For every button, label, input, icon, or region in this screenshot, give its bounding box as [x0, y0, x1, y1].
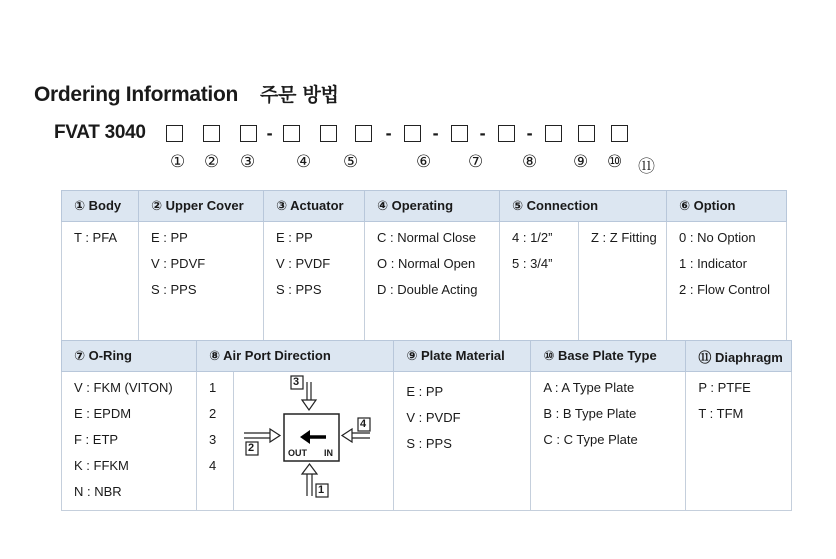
list-item: V : FKM (VITON): [74, 380, 173, 395]
code-box-12: [611, 125, 628, 142]
list-item: S : PPS: [276, 282, 322, 297]
position-number: ⑦: [468, 152, 484, 172]
list-item: S : PPS: [151, 282, 197, 297]
header-option: ⑥ Option: [667, 191, 787, 222]
position-number: ③: [240, 152, 256, 172]
list-item: 2: [209, 406, 217, 421]
page-title: [34, 80, 339, 107]
port-label-1: 1: [318, 484, 325, 496]
list-item: T : TFM: [698, 406, 744, 421]
list-item: Z : Z Fitting: [591, 230, 657, 245]
list-item: O : Normal Open: [377, 256, 476, 271]
header-connection: ⑤ Connection: [500, 191, 667, 222]
cell-upper-cover: [139, 222, 264, 355]
header-upper-cover: ② Upper Cover: [139, 191, 264, 222]
position-number: ④: [296, 152, 312, 172]
list-item: E : PP: [276, 230, 313, 245]
options-table-2: [61, 340, 792, 511]
port-label-3: 3: [293, 376, 300, 388]
list-item: E : EPDM: [74, 406, 132, 421]
code-dash: -: [266, 122, 273, 143]
code-box-1: [166, 125, 183, 142]
list-item: S : PPS: [406, 436, 452, 451]
in-label: IN: [324, 448, 333, 458]
code-dash: -: [479, 122, 486, 143]
options-table-1: [61, 190, 787, 355]
header-operating: ④ Operating: [365, 191, 500, 222]
list-item: D : Double Acting: [377, 282, 478, 297]
title-en: Ordering Information: [34, 83, 239, 106]
cell-connection: [500, 222, 667, 355]
cell-body: [62, 222, 139, 355]
cell-air-port-numbers: [197, 372, 234, 511]
model-code: FVAT 3040: [54, 122, 146, 143]
cell-oring: [62, 372, 197, 511]
list-item: 4: [209, 458, 217, 473]
code-box-8: [451, 125, 468, 142]
list-item: 5 : 3/4”: [512, 256, 553, 271]
header-actuator: ③ Actuator: [264, 191, 365, 222]
code-box-2: [203, 125, 220, 142]
list-item: 2 : Flow Control: [679, 282, 771, 297]
port-label-4: 4: [360, 418, 367, 430]
list-item: A : A Type Plate: [543, 380, 635, 395]
code-box-6: [355, 125, 372, 142]
order-code: [54, 120, 628, 146]
cell-diaphragm: [686, 372, 792, 511]
code-dash: -: [432, 122, 439, 143]
list-item: 1 : Indicator: [679, 256, 747, 271]
cell-base-plate: [531, 372, 686, 511]
position-number: ⑩: [607, 152, 623, 172]
cell-air-port-diagram: [234, 372, 394, 511]
list-item: T : PFA: [74, 230, 118, 245]
position-number: ②: [204, 152, 220, 172]
list-item: E : PP: [406, 384, 444, 399]
out-label: OUT: [288, 448, 307, 458]
port-label-2: 2: [248, 442, 255, 454]
position-number: ⑨: [573, 152, 589, 172]
header-diaphragm: ⑪ Diaphragm: [686, 341, 792, 372]
position-number: ①: [170, 152, 186, 172]
list-item: F : ETP: [74, 432, 119, 447]
title-kr: 주문 방법: [260, 84, 339, 106]
list-item: V : PVDF: [276, 256, 331, 271]
air-port-diagram: [234, 372, 380, 500]
list-item: V : PDVF: [151, 256, 206, 271]
position-number: ⑥: [416, 152, 432, 172]
list-item: B : B Type Plate: [543, 406, 637, 421]
header-oring: ⑦ O-Ring: [62, 341, 197, 372]
list-item: 4 : 1/2”: [512, 230, 553, 245]
list-item: N : NBR: [74, 484, 122, 499]
list-item: C : Normal Close: [377, 230, 476, 245]
header-plate-material: ⑨ Plate Material: [394, 341, 531, 372]
code-box-3: [240, 125, 257, 142]
list-item: E : PP: [151, 230, 188, 245]
position-number: ⑪: [638, 157, 655, 177]
list-item: P : PTFE: [698, 380, 751, 395]
position-number: ⑧: [522, 152, 538, 172]
code-box-5: [320, 125, 337, 142]
code-box-4: [283, 125, 300, 142]
cell-actuator: [264, 222, 365, 355]
code-box-7: [404, 125, 421, 142]
code-box-10: [545, 125, 562, 142]
code-box-9: [498, 125, 515, 142]
header-base-plate: ⑩ Base Plate Type: [531, 341, 686, 372]
cell-option: [667, 222, 787, 355]
list-item: K : FFKM: [74, 458, 129, 473]
list-item: 3: [209, 432, 217, 447]
list-item: 1: [209, 380, 217, 395]
cell-operating: [365, 222, 500, 355]
list-item: V : PVDF: [406, 410, 461, 425]
list-item: C : C Type Plate: [543, 432, 638, 447]
cell-plate-material: [394, 372, 531, 511]
code-box-11: [578, 125, 595, 142]
header-body: ① Body: [62, 191, 139, 222]
header-air-port: ⑧ Air Port Direction: [197, 341, 394, 372]
air-port-diagram-svg: [234, 372, 380, 502]
position-number: ⑤: [343, 152, 359, 172]
code-dash: -: [526, 122, 533, 143]
list-item: 0 : No Option: [679, 230, 756, 245]
code-dash: -: [385, 122, 392, 143]
